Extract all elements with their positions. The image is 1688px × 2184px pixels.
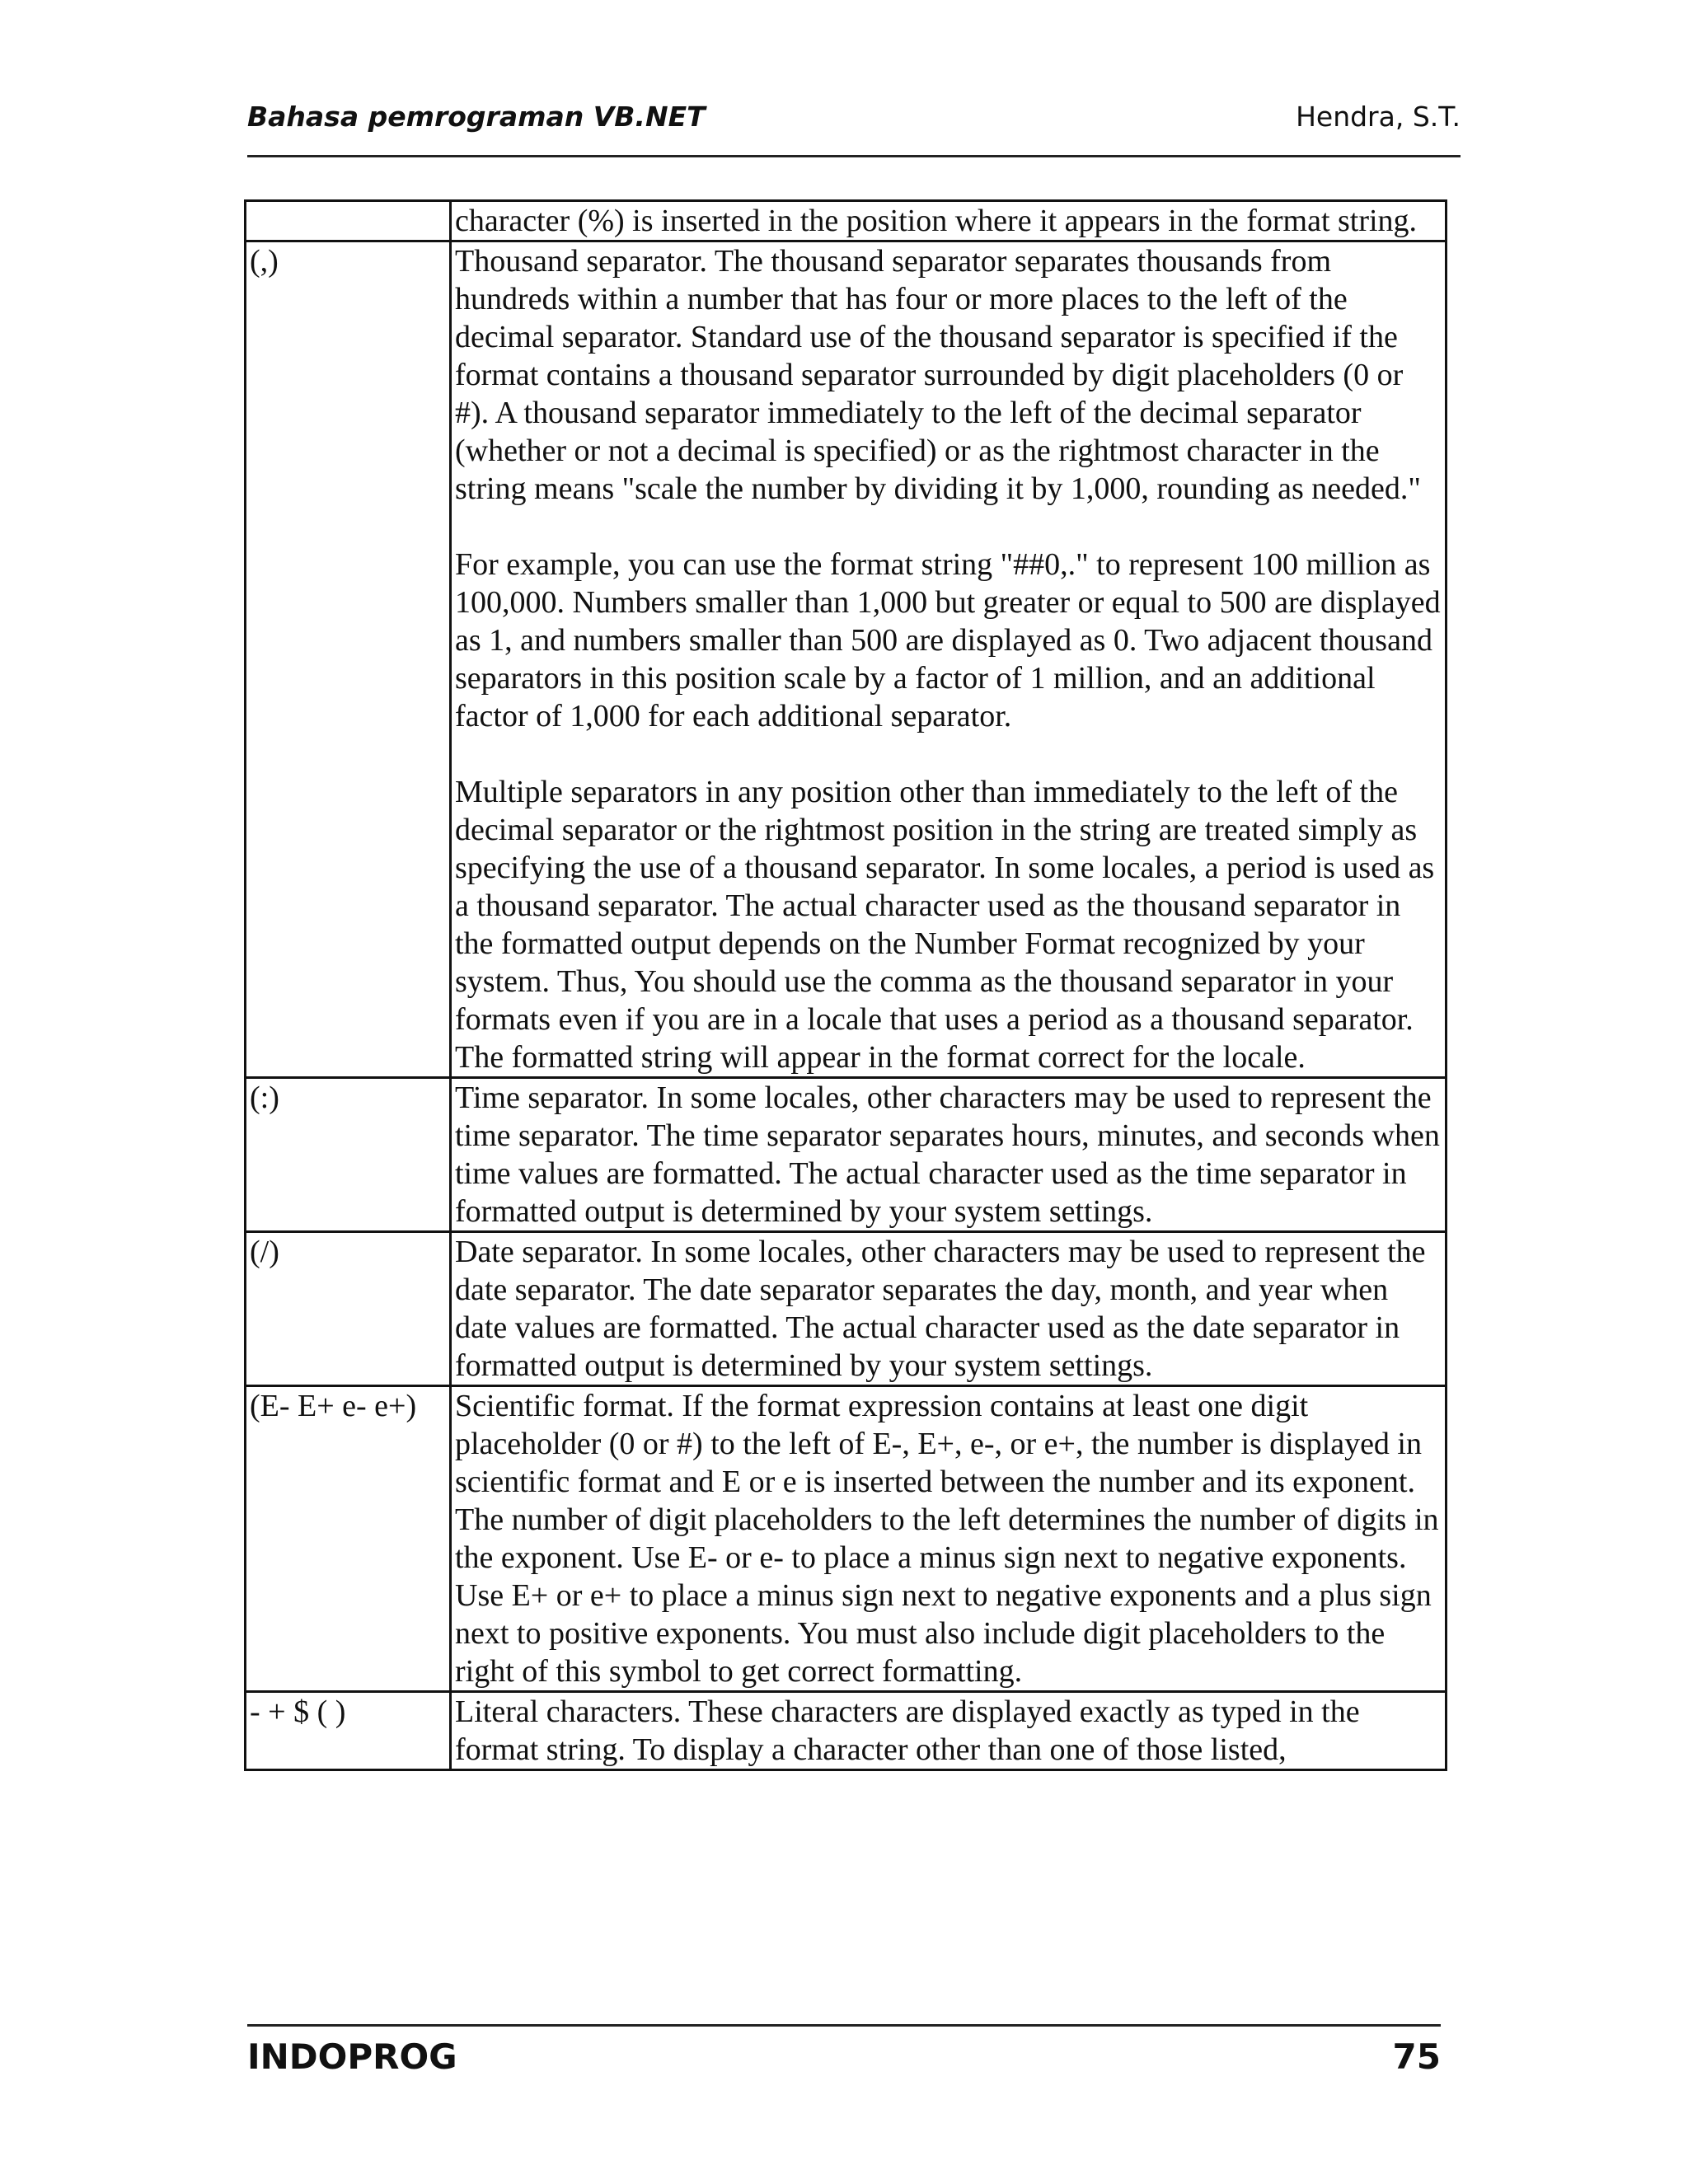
table-row bbox=[246, 1232, 1447, 1386]
format-symbols-table bbox=[244, 199, 1447, 1771]
page-footer bbox=[247, 2024, 1441, 2093]
page-header bbox=[247, 97, 1461, 157]
table-row bbox=[246, 1692, 1447, 1770]
description-cell bbox=[451, 1386, 1447, 1692]
description-paragraph: Date separator. In some locales, other characters may be used to represent the date separator. The date separator separates the day, month, and year when date values are formatted. The actual character used as the date separator in formatted output is determined by your system settings. bbox=[455, 1235, 1426, 1383]
symbol-cell: (/) bbox=[246, 1232, 451, 1386]
description-paragraph: For example, you can use the format string "##0,." to represent 100 million as 100,000. Numbers smaller than 1,000 but greater or equal to 500 are displayed as 1, and numbers smaller than 500 are displayed as 0. Two adjacent thousand separators in this position scale by a factor of 1 million, and an additional factor of 1,000 for each additional separator. bbox=[455, 547, 1441, 733]
table-row bbox=[246, 241, 1447, 1078]
description-cell bbox=[451, 1078, 1447, 1232]
description-paragraph: Thousand separator. The thousand separator separates thousands from hundreds within a number that has four or more places to the left of the decimal separator. Standard use of the thousand separator is specified if the format contains a thousand separator surrounded by digit placeholders (0 or #). A thousand separator immediately to the left of the decimal separator (whether or not a decimal is specified) or as the rightmost character in the string means "scale the number by dividing it by 1,000, rounding as needed." bbox=[455, 244, 1421, 506]
description-paragraph: Scientific format. If the format expression contains at least one digit placeholder (0 or #) to the left of E-, E+, e-, or e+, the number is displayed in scientific format and E or e is inserted between the number and its exponent. The number of digit placeholders to the left determines the number of digits in the exponent. Use E- or e- to place a minus sign next to negative exponents. Use E+ or e+ to place a minus sign next to negative exponents and a plus sign next to positive exponents. You must also include digit placeholders to the right of this symbol to get correct formatting. bbox=[455, 1389, 1439, 1689]
symbol-cell: - + $ ( ) bbox=[246, 1692, 451, 1770]
description-cell bbox=[451, 201, 1447, 241]
description-cell bbox=[451, 1232, 1447, 1386]
book-title: Bahasa pemrograman VB.NET bbox=[247, 101, 706, 133]
description-paragraph: character (%) is inserted in the position where it appears in the format string. bbox=[455, 204, 1418, 238]
description-cell bbox=[451, 241, 1447, 1078]
symbol-cell: (E- E+ e- e+) bbox=[246, 1386, 451, 1692]
table-row bbox=[246, 201, 1447, 241]
author-name: Hendra, S.T. bbox=[1296, 101, 1461, 133]
description-paragraph: Time separator. In some locales, other characters may be used to represent the time separator. The time separator separates hours, minutes, and seconds when time values are formatted. The actual character used as the time separator in formatted output is determined by your system settings. bbox=[455, 1080, 1440, 1229]
description-cell bbox=[451, 1692, 1447, 1770]
table-row bbox=[246, 1078, 1447, 1232]
publisher-name: INDOPROG bbox=[247, 2036, 457, 2077]
symbol-cell: (,) bbox=[246, 241, 451, 1078]
page-number: 75 bbox=[1392, 2036, 1441, 2077]
table-row bbox=[246, 1386, 1447, 1692]
symbol-cell bbox=[246, 201, 451, 241]
symbol-cell: (:) bbox=[246, 1078, 451, 1232]
description-paragraph: Multiple separators in any position other than immediately to the left of the decimal separator or the rightmost position in the string are treated simply as specifying the use of a thousand separator. In some locales, a period is used as a thousand separator. The actual character used as the thousand separator in the formatted output depends on the Number Format recognized by your system. Thus, You should use the comma as the thousand separator in your formats even if you are in a locale that uses a period as a thousand separator. The formatted string will appear in the format correct for the locale. bbox=[455, 775, 1435, 1075]
description-paragraph: Literal characters. These characters are displayed exactly as typed in the format string. To display a character other than one of those listed, bbox=[455, 1694, 1360, 1767]
